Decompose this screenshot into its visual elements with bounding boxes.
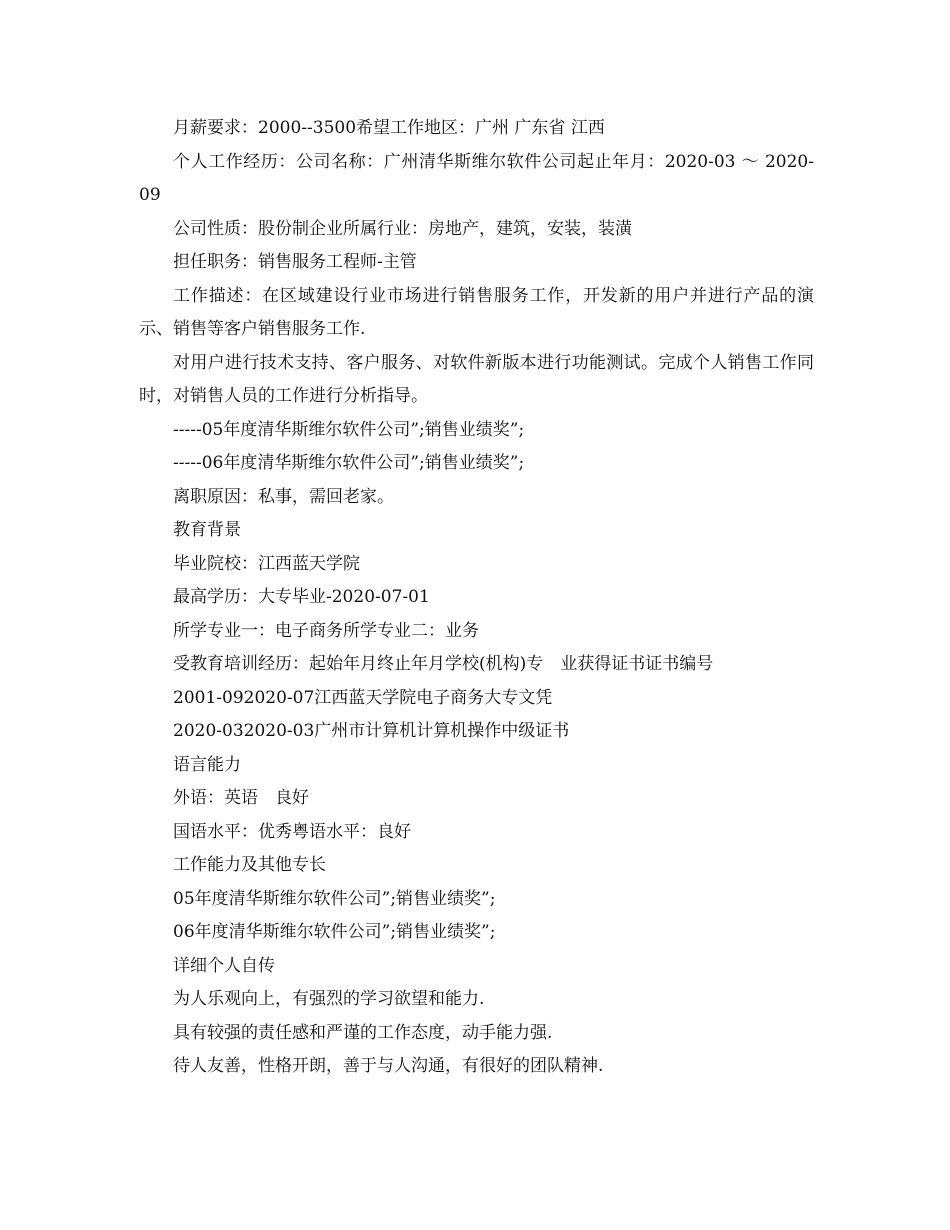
award-line-06: -----06年度清华斯维尔软件公司”;销售业绩奖”; [173,453,525,473]
work-experience-company-line: 个人工作经历：公司名称：广州清华斯维尔软件公司起止年月：2020-03 ～ 2020-09 [139,151,814,205]
foreign-language-line: 外语：英语 良好 [173,788,309,808]
highest-degree-line: 最高学历：大专毕业-2020-07-01 [173,587,430,607]
self-intro-line-3: 待人友善，性格开朗，善于与人沟通，有很好的团队精神. [173,1056,604,1076]
position-line: 担任职务：销售服务工程师-主管 [173,252,417,272]
job-description-continued: 对用户进行技术支持、客户服务、对软件新版本进行功能测试。完成个人销售工作同时，对销售人员的工作进行分析指导。 [139,352,814,406]
self-intro-line-2: 具有较强的责任感和严谨的工作态度，动手能力强. [173,1022,553,1043]
job-description-line: 工作描述：在区域建设行业市场进行销售服务工作，开发新的用户并进行产品的演示、销售等客户销售服务工作. [139,285,814,339]
training-row-1: 2001-092020-07江西蓝天学院电子商务大专文凭 [173,687,553,708]
language-heading: 语言能力 [173,754,241,775]
skills-heading: 工作能力及其他专长 [173,855,326,875]
self-intro-heading: 详细个人自传 [173,955,275,976]
skills-award-06: 06年度清华斯维尔软件公司”;销售业绩奖”; [173,922,496,942]
document-page [139,112,814,1084]
self-intro-line-1: 为人乐观向上，有强烈的学习欲望和能力. [173,989,485,1009]
leaving-reason-line: 离职原因：私事，需回老家。 [173,486,394,507]
mandarin-cantonese-line: 国语水平：优秀粤语水平：良好 [173,821,411,842]
training-header-line: 受教育培训经历：起始年月终止年月学校(机构)专 业获得证书证书编号 [173,654,714,674]
company-nature-line: 公司性质：股份制企业所属行业：房地产，建筑，安装，装潢 [173,218,632,239]
graduated-school-line: 毕业院校：江西蓝天学院 [173,553,360,574]
salary-expectation-line: 月薪要求：2000--3500希望工作地区：广州 广东省 江西 [173,118,605,138]
award-line-05: -----05年度清华斯维尔软件公司”;销售业绩奖”; [173,419,525,440]
skills-award-05: 05年度清华斯维尔软件公司”;销售业绩奖”; [173,888,496,909]
training-row-2: 2020-032020-03广州市计算机计算机操作中级证书 [173,721,570,741]
education-heading: 教育背景 [173,520,241,540]
major-line: 所学专业一：电子商务所学专业二：业务 [173,620,479,641]
